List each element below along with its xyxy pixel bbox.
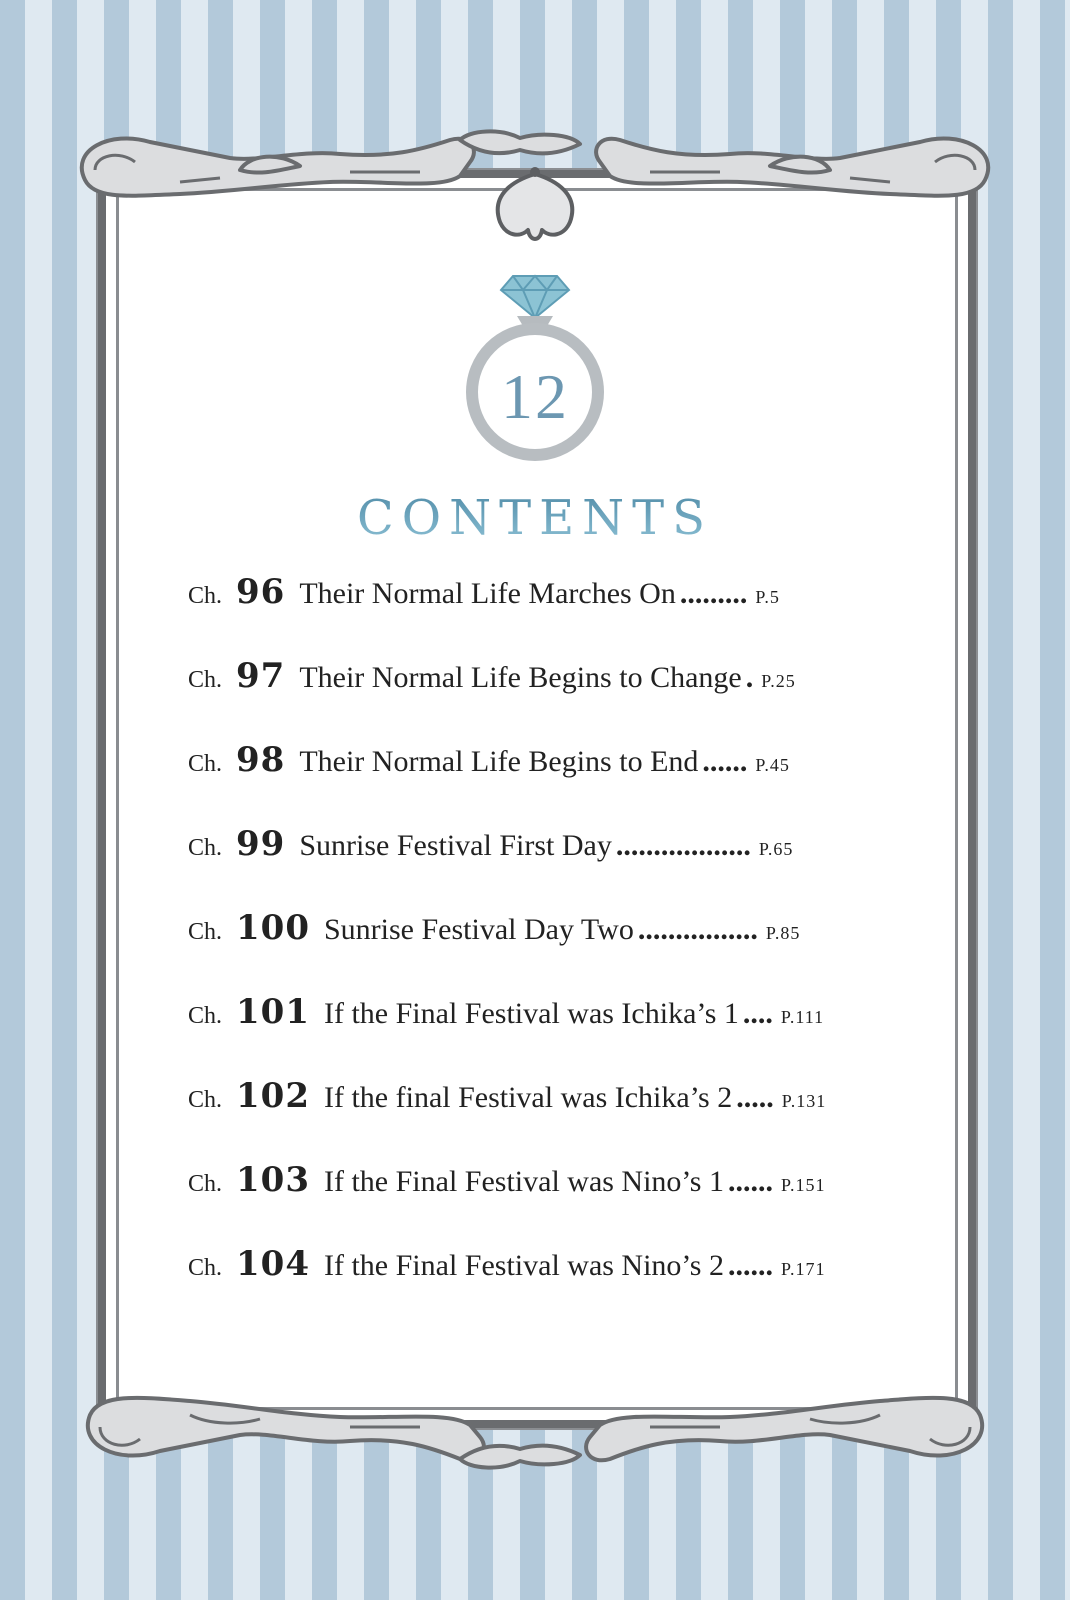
chapter-prefix: Ch. bbox=[188, 1003, 223, 1029]
chapter-prefix: Ch. bbox=[188, 1171, 223, 1197]
chapter-number: 103 bbox=[236, 1160, 310, 1200]
chapter-number: 97 bbox=[236, 656, 286, 696]
page-title: CONTENTS bbox=[285, 488, 785, 548]
chapter-title: If the final Festival was Ichika’s 2 bbox=[323, 1081, 733, 1114]
leader-dots: ...... bbox=[702, 745, 748, 778]
toc-entry-ch104[interactable] bbox=[188, 1244, 868, 1328]
chapter-number: 101 bbox=[236, 992, 310, 1032]
chapter-page: P.151 bbox=[780, 1175, 826, 1195]
chapter-title: Sunrise Festival Day Two bbox=[323, 913, 634, 946]
toc-entry-ch102[interactable] bbox=[188, 1076, 868, 1160]
chapter-title: If the Final Festival was Nino’s 1 bbox=[323, 1165, 724, 1198]
chapter-prefix: Ch. bbox=[188, 835, 223, 861]
leader-dots: .................. bbox=[615, 829, 751, 862]
chapter-number: 102 bbox=[236, 1076, 310, 1116]
chapter-title: Their Normal Life Marches On bbox=[299, 577, 676, 610]
leader-dots: ......... bbox=[679, 577, 748, 610]
chapter-page: P.111 bbox=[780, 1007, 825, 1027]
bottom-scroll-ornament bbox=[0, 1355, 1070, 1485]
leader-dots: ..... bbox=[736, 1081, 774, 1114]
chapter-prefix: Ch. bbox=[188, 1087, 223, 1113]
chapter-prefix: Ch. bbox=[188, 1255, 223, 1281]
chapter-number: 98 bbox=[236, 740, 286, 780]
chapter-number: 99 bbox=[236, 824, 286, 864]
leader-dots: ................ bbox=[637, 913, 758, 946]
leader-dots: . bbox=[745, 661, 754, 694]
top-scroll-ornament bbox=[0, 110, 1070, 270]
chapter-title: Sunrise Festival First Day bbox=[299, 829, 612, 862]
leader-dots: .... bbox=[742, 997, 773, 1030]
volume-number: 12 bbox=[501, 361, 569, 432]
chapter-page: P.5 bbox=[755, 587, 780, 607]
chapter-number: 100 bbox=[236, 908, 310, 948]
chapter-page: P.85 bbox=[765, 923, 801, 943]
chapter-prefix: Ch. bbox=[188, 751, 223, 777]
chapter-title: If the Final Festival was Nino’s 2 bbox=[323, 1249, 724, 1282]
toc-entry-ch103[interactable] bbox=[188, 1160, 868, 1244]
chapter-page: P.131 bbox=[781, 1091, 827, 1111]
chapter-title: If the Final Festival was Ichika’s 1 bbox=[323, 997, 739, 1030]
chapter-prefix: Ch. bbox=[188, 667, 223, 693]
table-of-contents bbox=[188, 572, 868, 1328]
chapter-title: Their Normal Life Begins to Change bbox=[299, 661, 742, 694]
toc-entry-ch101[interactable] bbox=[188, 992, 868, 1076]
chapter-prefix: Ch. bbox=[188, 919, 223, 945]
toc-entry-ch96[interactable] bbox=[188, 572, 868, 656]
chapter-page: P.171 bbox=[780, 1259, 826, 1279]
toc-entry-ch97[interactable] bbox=[188, 656, 868, 740]
toc-entry-ch100[interactable] bbox=[188, 908, 868, 992]
chapter-prefix: Ch. bbox=[188, 583, 223, 609]
chapter-page: P.65 bbox=[758, 839, 794, 859]
leader-dots: ...... bbox=[727, 1249, 773, 1282]
toc-entry-ch98[interactable] bbox=[188, 740, 868, 824]
chapter-page: P.45 bbox=[755, 755, 790, 775]
toc-entry-ch99[interactable] bbox=[188, 824, 868, 908]
leader-dots: ...... bbox=[727, 1165, 773, 1198]
chapter-page: P.25 bbox=[761, 671, 796, 691]
chapter-number: 104 bbox=[236, 1244, 310, 1284]
chapter-title: Their Normal Life Begins to End bbox=[299, 745, 699, 778]
chapter-number: 96 bbox=[236, 572, 286, 612]
